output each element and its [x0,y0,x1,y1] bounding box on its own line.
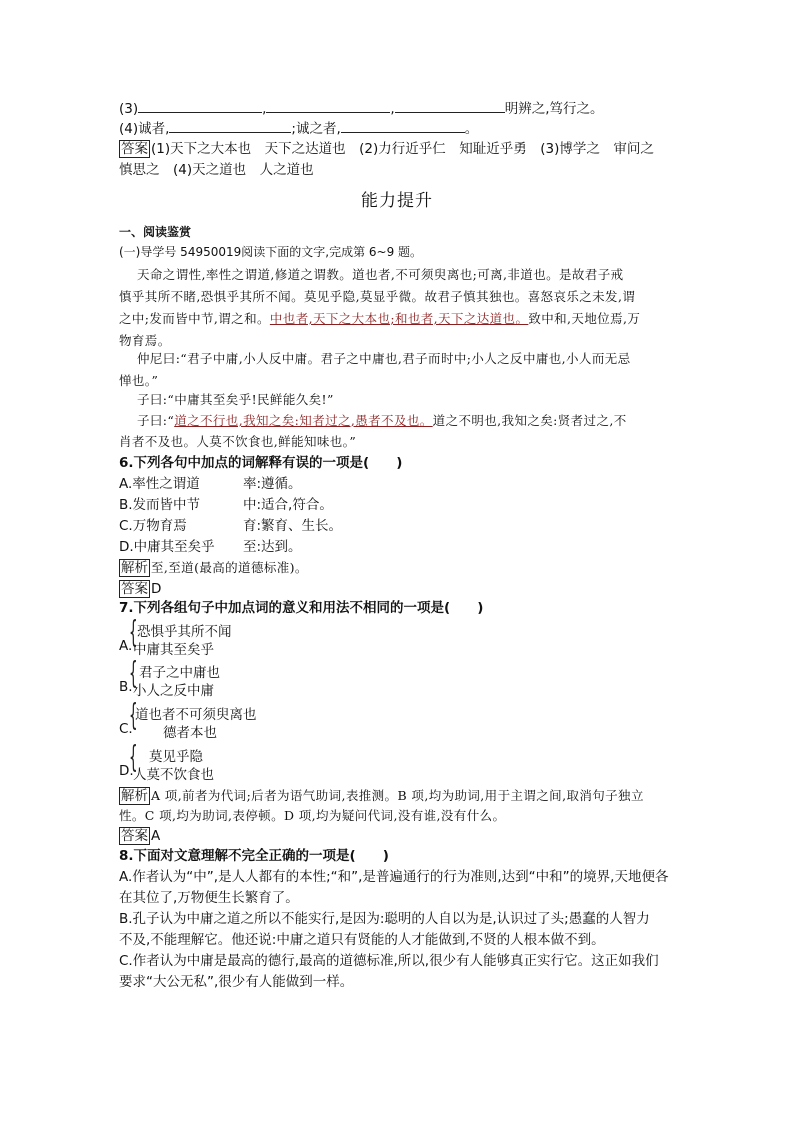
q6-stem: 6.下列各句中加点的词解释有误的一项是( ) [119,455,403,471]
brace-icon: { [129,656,138,691]
highlighted-sentence: 中也者,天下之大本也;和也者,天下之达道也。 [269,311,529,326]
passage-line: 仲尼曰:“君子中庸,小人反中庸。君子之中庸也,君子而时中;小人之反中庸也,小人而无忌 [137,351,631,366]
section-title: 能力提升 [361,191,433,211]
blank[interactable] [138,98,262,113]
q6-analysis: 解析 至,至道(最高的道德标准)。 [121,560,308,576]
q7-analysis: 解析 A 项,前者为代词;后者为语气助词,表推测。B 项,均为助词,用于主谓之间,取消句子独立 [121,788,644,804]
passage-line: 子曰:“道之不行也,我知之矣:知者过之,愚者不及也。道之不明也,我知之矣:贤者过之,不 [137,413,627,428]
passage-line: 子曰:“中庸其至矣乎!民鲜能久矣!” [137,392,334,407]
q7-option-c[interactable]: C. { 道也者不可须臾离也 德者本也 [119,698,257,741]
q6-option[interactable]: C.万物育焉 育:繁育、生长。 [119,518,343,534]
answer-label: 答案 [121,141,148,157]
q6-option[interactable]: D.中庸其至矣乎 至:达到。 [119,539,302,555]
blank[interactable] [169,118,291,133]
reading-intro: (一)导学号 54950019阅读下面的文字,完成第 6~9 题。 [119,245,423,259]
q8-option-c-cont: 要求“大公无私”,很少有人能做到一样。 [119,974,354,990]
answer-block-1-cont: 慎思之 (4)天之道也 人之道也 [119,162,314,178]
fill-q3: (3) , , 明辨之,笃行之。 [119,98,604,119]
q7-stem: 7.下列各组句子中加点词的意义和用法不相同的一项是( ) [119,600,484,616]
q7-option-d[interactable]: D. { 莫见乎隐 人莫不饮食也 [119,740,214,783]
q6-answer: 答案 D [121,581,162,597]
blank[interactable] [341,118,465,133]
q8-stem: 8.下面对文意理解不完全正确的一项是( ) [119,848,389,864]
q7-option-b[interactable]: B. { 君子之中庸也 小人之反中庸 [119,656,220,699]
reading-heading: 一、阅读鉴赏 [119,225,192,239]
q7-option-a[interactable]: A. { 恐惧乎其所不闻 中庸其至矣乎 [119,615,232,658]
q8-option-a[interactable]: A.作者认为“中”,是人人都有的本性;“和”,是普遍通行的行为准则,达到“中和”的境界,天地便各 [119,869,669,885]
q7-analysis-cont: 性。C 项,均为助词,表停顿。D 项,均为疑问代词,没有谁,没有什么。 [119,808,506,823]
q8-option-b[interactable]: B.孔子认为中庸之道之所以不能实行,是因为:聪明的人自以为是,认识过了头;愚蠢的人智力 [119,911,650,927]
passage-line: 之中;发而皆中节,谓之和。中也者,天下之大本也;和也者,天下之达道也。致中和,天地位焉,万 [119,311,641,326]
q6-option[interactable]: B.发而皆中节 中:适合,符合。 [119,497,333,513]
passage-line: 惮也。” [119,373,159,388]
passage-line: 物育焉。 [119,333,171,348]
passage-line: 肖者不及也。人莫不饮食也,鲜能知味也。” [119,434,357,449]
q8-option-a-cont: 在其位了,万物便生长繁育了。 [119,890,299,906]
passage-line: 天命之谓性,率性之谓道,修道之谓教。道也者,不可须臾离也;可离,非道也。是故君子戒 [137,267,624,282]
q6-option[interactable]: A.率性之谓道 率:遵循。 [119,476,302,492]
answer-block-1: 答案 (1)天下之大本也 天下之达道也 (2)力行近乎仁 知耻近乎勇 (3)博学之 审问之 [121,141,654,157]
brace-icon: { [129,698,138,733]
blank[interactable] [395,98,505,113]
q8-option-c[interactable]: C.作者认为中庸是最高的德行,最高的道德标准,所以,很少有人能够真正实行它。这正如我们 [119,953,659,969]
q7-answer: 答案 A [121,828,161,844]
brace-icon: { [129,615,138,650]
passage-line: 慎乎其所不睹,恐惧乎其所不闻。莫见乎隐,莫显乎微。故君子慎其独也。喜怒哀乐之未发,谓 [119,289,636,304]
brace-icon: { [129,740,138,775]
highlighted-sentence: 道之不行也,我知之矣:知者过之,愚者不及也。 [174,413,433,428]
blank[interactable] [266,98,390,113]
q8-option-b-cont: 不及,不能理解它。他还说:中庸之道只有贤能的人才能做到,不贤的人根本做不到。 [119,932,605,948]
fill-q4: (4)诚者, ;诚之者, 。 [119,118,478,139]
